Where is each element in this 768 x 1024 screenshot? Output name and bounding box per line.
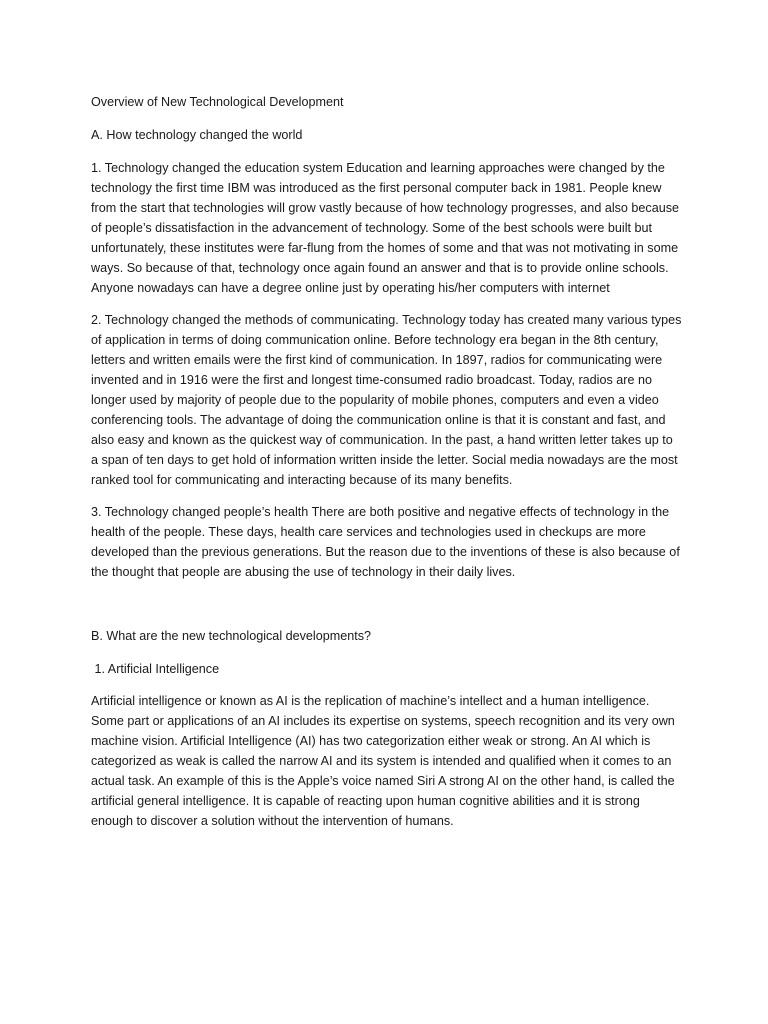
document-title: Overview of New Technological Development [91, 95, 344, 109]
paragraph-education: 1. Technology changed the education system Education and learning approaches were changed by the technology the first time IBM was introduced as the first personal computer back in 1981. People knew from the start that technologies will grow vastly because of how technology progresses, and also because of people’s dissatisfaction in the advancement of technology. Some of the best schools were built but unfortunately, these institutes were far-flung from the homes of some and that was not motivating in some ways. So because of that, technology once again found an answer and that is to provide online schools. Anyone nowadays can have a degree online just by operating his/her computers with internet [91, 161, 680, 295]
paragraph-artificial-intelligence: Artificial intelligence or known as AI is the replication of machine’s intellect and a human intelligence. Some part or applications of an AI includes its expertise on systems, speech recognition and its very own machine vision. Artificial Intelligence (AI) has two categorization either weak or strong. An AI which is categorized as weak is called the narrow AI and its system is intended and qualified when it comes to an actual task. An example of this is the Apple’s voice named Siri A strong AI on the other hand, is called the artificial general intelligence. It is capable of reacting upon human cognitive abilities and it is strong enough to discover a solution without the intervention of humans. [91, 694, 675, 828]
document-body [91, 92, 683, 843]
section-a-heading: A. How technology changed the world [91, 128, 303, 142]
paragraph-health: 3. Technology changed people’s health There are both positive and negative effects of technology in the health of the people. These days, health care services and technologies used in checkups are more developed than the previous generations. But the reason due to the inventions of these is also because of the thought that people are abusing the use of technology in their daily lives. [91, 505, 680, 579]
section-b-heading: B. What are the new technological developments? [91, 629, 372, 643]
paragraph-communication: 2. Technology changed the methods of communicating. Technology today has created many various types of application in terms of doing communication online. Before technology era began in the 8th century, letters and written emails were the first kind of communication. In 1897, radios for communicating were invented and in 1916 were the first and longest time-consumed radio broadcast. Today, radios are no longer used by majority of people due to the popularity of mobile phones, computers and even a video conferencing tools. The advantage of doing the communication online is that it is constant and fast, and also easy and known as the quickest way of communication. In the past, a hand written letter takes up to a span of ten days to get hold of information written inside the letter. Social media nowadays are the most ranked tool for communicating and interacting because of its many benefits. [91, 313, 682, 487]
subheading-artificial-intelligence: 1. Artificial Intelligence [91, 662, 220, 676]
